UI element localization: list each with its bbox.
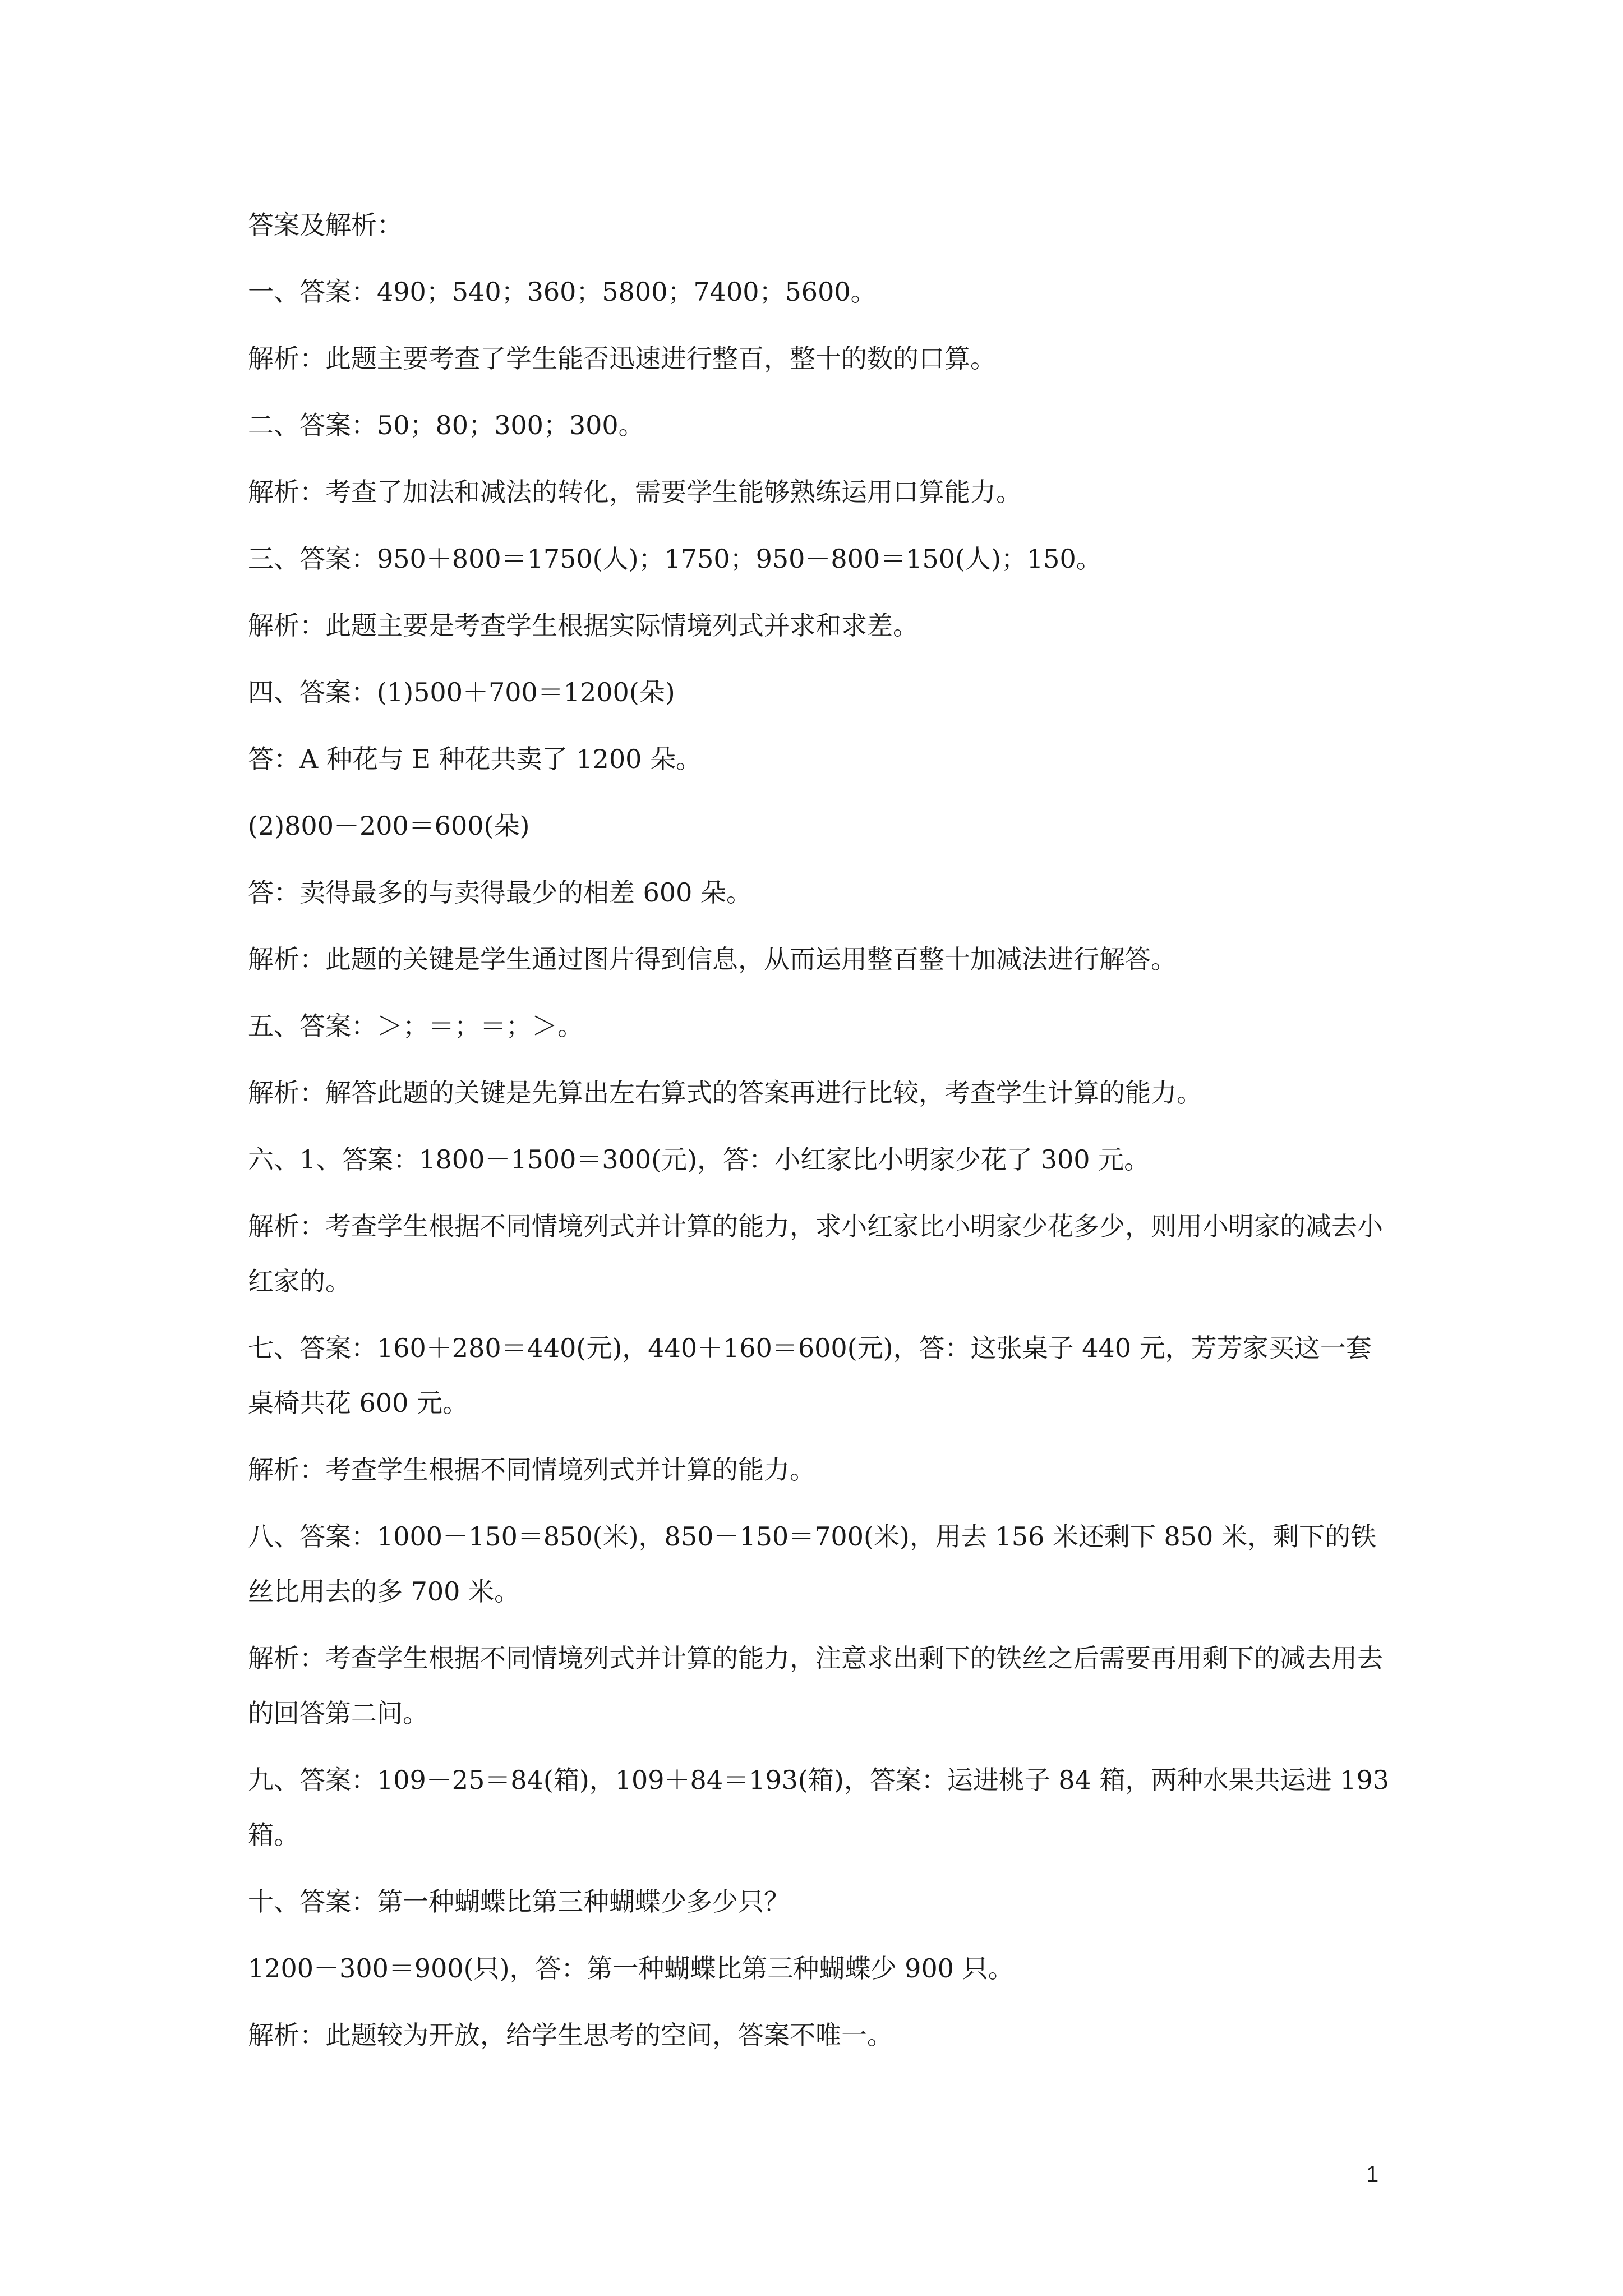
analysis-4: 解析：此题的关键是学生通过图片得到信息，从而运用整百整十加减法进行解答。 bbox=[248, 944, 1177, 974]
answer-2: 二、答案：50；80；300；300。 bbox=[248, 410, 644, 440]
answer-4-reply-1: 答：A 种花与 E 种花共卖了 1200 朵。 bbox=[248, 744, 702, 774]
analysis-2: 解析：考查了加法和减法的转化，需要学生能够熟练运用口算能力。 bbox=[248, 477, 1022, 507]
answer-content bbox=[248, 208, 1392, 2085]
analysis-7: 解析：考查学生根据不同情境列式并计算的能力。 bbox=[248, 1455, 815, 1485]
section-title: 答案及解析： bbox=[248, 210, 403, 240]
answer-10-calculation: 1200－300＝900(只)，答：第一种蝴蝶比第三种蝴蝶少 900 只。 bbox=[248, 1953, 1014, 1984]
answer-9: 九、答案：109－25＝84(箱)，109＋84＝193(箱)，答案：运进桃子 84 箱，两种水果共运进 193 箱。 bbox=[248, 1765, 1389, 1850]
page-number: 1 bbox=[1366, 2162, 1379, 2187]
answer-4-reply-2: 答：卖得最多的与卖得最少的相差 600 朵。 bbox=[248, 877, 753, 908]
answer-7: 七、答案：160＋280＝440(元)，440＋160＝600(元)，答：这张桌子 440 元，芳芳家买这一套桌椅共花 600 元。 bbox=[248, 1333, 1372, 1418]
answer-8: 八、答案：1000－150＝850(米)，850－150＝700(米)，用去 156 米还剩下 850 米，剩下的铁丝比用去的多 700 米。 bbox=[248, 1521, 1376, 1607]
answer-6: 六、1、答案：1800－1500＝300(元)，答：小红家比小明家少花了 300 元。 bbox=[248, 1144, 1150, 1175]
answer-5: 五、答案：＞；＝；＝；＞。 bbox=[248, 1011, 583, 1041]
analysis-5: 解析：解答此题的关键是先算出左右算式的答案再进行比较，考查学生计算的能力。 bbox=[248, 1078, 1202, 1108]
answer-1: 一、答案：490；540；360；5800；7400；5600。 bbox=[248, 277, 877, 307]
answer-4-part-2: (2)800－200＝600(朵) bbox=[248, 811, 530, 841]
answer-10: 十、答案：第一种蝴蝶比第三种蝴蝶少多少只？ bbox=[248, 1887, 790, 1917]
analysis-6: 解析：考查学生根据不同情境列式并计算的能力，求小红家比小明家少花多少，则用小明家的减去小红家的。 bbox=[248, 1211, 1383, 1296]
answer-3: 三、答案：950＋800＝1750(人)；1750；950－800＝150(人)；150。 bbox=[248, 544, 1102, 574]
analysis-8: 解析：考查学生根据不同情境列式并计算的能力，注意求出剩下的铁丝之后需要再用剩下的减去用去的回答第二问。 bbox=[248, 1643, 1383, 1728]
analysis-1: 解析：此题主要考查了学生能否迅速进行整百，整十的数的口算。 bbox=[248, 343, 996, 374]
answer-4: 四、答案：(1)500＋700＝1200(朵) bbox=[248, 677, 675, 707]
analysis-3: 解析：此题主要是考查学生根据实际情境列式并求和求差。 bbox=[248, 610, 919, 641]
analysis-10: 解析：此题较为开放，给学生思考的空间，答案不唯一。 bbox=[248, 2020, 893, 2050]
